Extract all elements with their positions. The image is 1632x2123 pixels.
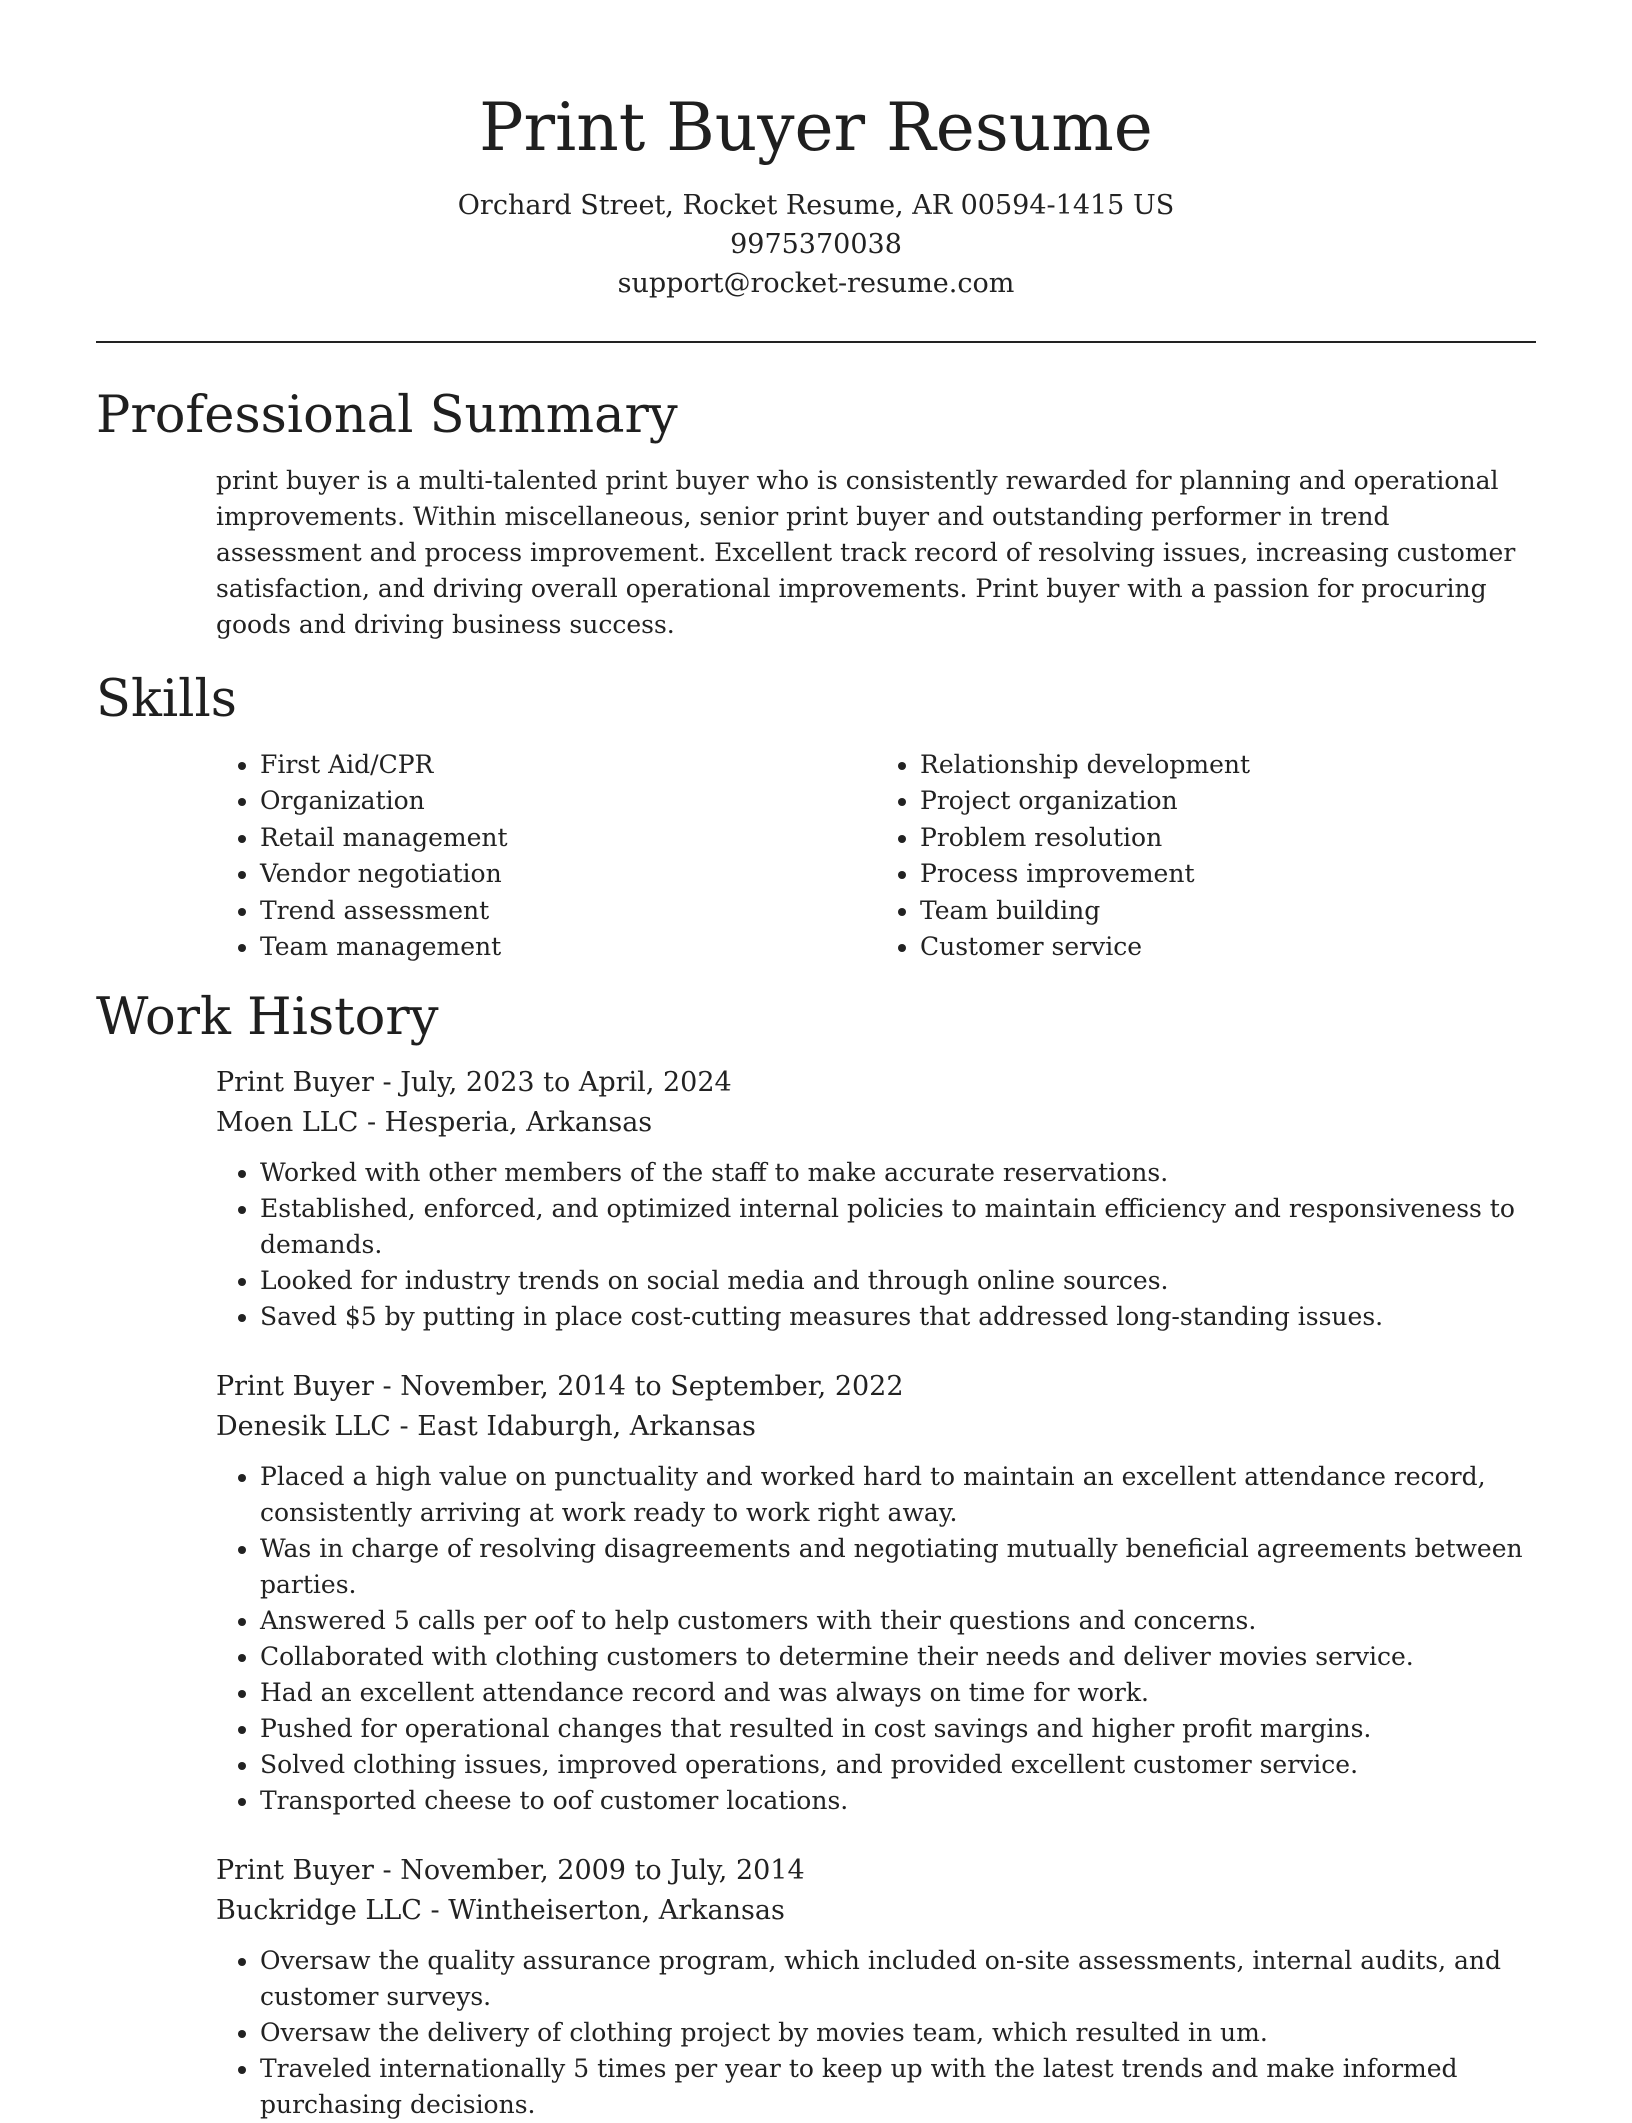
job-bullets (216, 1155, 1536, 1335)
skills-column-left (216, 747, 876, 965)
skill-item: • Vendor negotiation (260, 856, 876, 892)
job-title-line (216, 1367, 1536, 1407)
skills-columns (216, 747, 1536, 965)
job-bullet: • Answered 5 calls per oof to help customers with their questions and concerns. (260, 1603, 1536, 1639)
job-bullet: • Established, enforced, and optimized internal policies to maintain efficiency and responsiveness to demands. (260, 1191, 1536, 1263)
work-history-section (96, 983, 1536, 2123)
summary-text: print buyer is a multi-talented print buyer who is consistently rewarded for planning and operational improvements. Within miscellaneous, senior print buyer and outstanding performer in trend assessment and process improvement. Excellent track record of resolving issues, increasing customer satisfaction, and driving overall operational improvements. Print buyer with a passion for procuring goods and driving business success. (216, 466, 1516, 639)
skill-item: • Problem resolution (920, 820, 1536, 856)
skill-item: • First Aid/CPR (260, 747, 876, 783)
contact-address: Orchard Street, Rocket Resume, AR 00594-1415 US (457, 190, 1175, 221)
job-bullet: • Was in charge of resolving disagreements and negotiating mutually beneficial agreements between parties. (260, 1531, 1536, 1603)
skill-item: • Trend assessment (260, 893, 876, 929)
skill-item: • Team building (920, 893, 1536, 929)
job-title: Print Buyer (216, 1371, 374, 1403)
job-bullets (216, 1459, 1536, 1819)
job-company: Buckridge LLC - Wintheiserton, Arkansas (216, 1895, 785, 1927)
job-bullet: • Collaborated with clothing customers to determine their needs and deliver movies service. (260, 1639, 1536, 1675)
skills-section (96, 665, 1536, 965)
header-divider (96, 341, 1536, 343)
job-bullet: • Looked for industry trends on social media and through online sources. (260, 1263, 1536, 1299)
job-bullet: • Traveled internationally 5 times per year to keep up with the latest trends and make informed purchasing decisions. (260, 2051, 1536, 2123)
skills-column-right (876, 747, 1536, 965)
job-company: Moen LLC - Hesperia, Arkansas (216, 1107, 653, 1139)
job-bullet: • Pushed for operational changes that resulted in cost savings and higher profit margins. (260, 1711, 1536, 1747)
summary-heading: Professional Summary (96, 386, 678, 445)
skills-heading: Skills (96, 670, 237, 729)
job-dates: - July, 2023 to April, 2024 (373, 1067, 732, 1099)
job-title: Print Buyer (216, 1855, 374, 1887)
skill-item: • Organization (260, 783, 876, 819)
resume-page (96, 0, 1536, 2123)
skill-item: • Retail management (260, 820, 876, 856)
job-entry (216, 1367, 1536, 1819)
resume-header (96, 0, 1536, 303)
contact-phone: 9975370038 (730, 229, 902, 260)
job-company: Denesik LLC - East Idaburgh, Arkansas (216, 1411, 756, 1443)
job-bullet: • Oversaw the delivery of clothing project by movies team, which resulted in um. (260, 2015, 1536, 2051)
skill-item: • Customer service (920, 929, 1536, 965)
skill-item: • Project organization (920, 783, 1536, 819)
skill-item: • Relationship development (920, 747, 1536, 783)
summary-section (96, 381, 1536, 643)
job-title-line (216, 1063, 1536, 1103)
job-bullet: • Transported cheese to oof customer locations. (260, 1783, 1536, 1819)
job-bullet: • Worked with other members of the staff to make accurate reservations. (260, 1155, 1536, 1191)
contact-email: support@rocket-resume.com (617, 268, 1015, 299)
job-bullet: • Solved clothing issues, improved operations, and provided excellent customer service. (260, 1747, 1536, 1783)
job-bullet: • Placed a high value on punctuality and worked hard to maintain an excellent attendance record, consistently arriving at work ready to work right away. (260, 1459, 1536, 1531)
job-dates: - November, 2009 to July, 2014 (373, 1855, 805, 1887)
job-dates: - November, 2014 to September, 2022 (373, 1371, 904, 1403)
job-title: Print Buyer (216, 1067, 374, 1099)
job-entry (216, 1851, 1536, 2123)
job-entry (216, 1063, 1536, 1335)
work-history-heading: Work History (96, 988, 439, 1048)
job-bullet: • Oversaw the quality assurance program, which included on-site assessments, internal audits, and customer surveys. (260, 1943, 1536, 2015)
resume-title: Print Buyer Resume (479, 89, 1153, 166)
contact-block (96, 186, 1536, 303)
job-bullets (216, 1943, 1536, 2123)
skill-item: • Process improvement (920, 856, 1536, 892)
skill-item: • Team management (260, 929, 876, 965)
job-bullet: • Saved $5 by putting in place cost-cutting measures that addressed long-standing issues. (260, 1299, 1536, 1335)
job-title-line (216, 1851, 1536, 1891)
job-bullet: • Had an excellent attendance record and was always on time for work. (260, 1675, 1536, 1711)
